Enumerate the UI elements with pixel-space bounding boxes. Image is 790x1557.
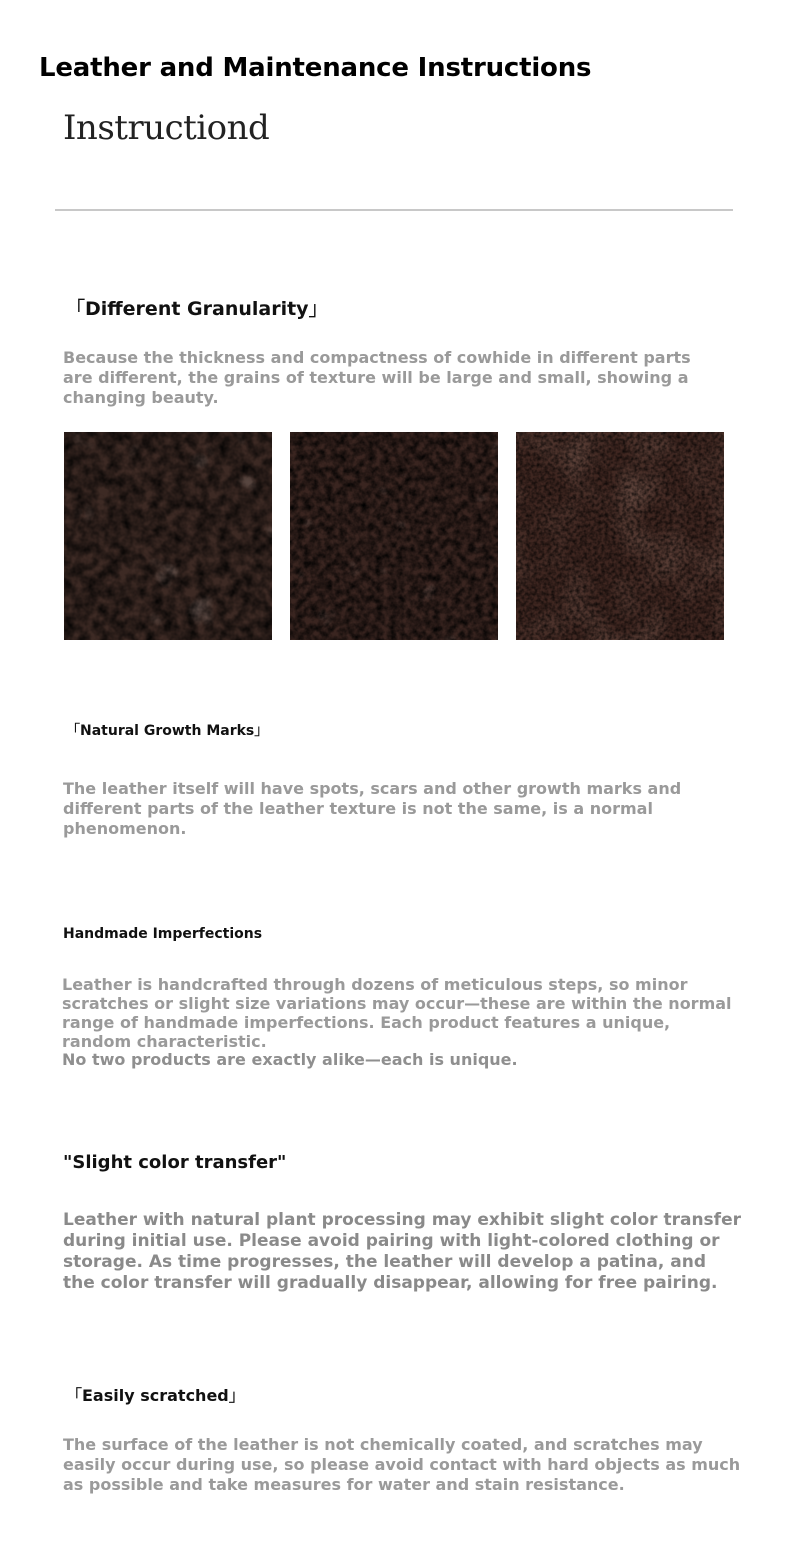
page-subtitle: Instructiond (63, 108, 270, 148)
leather-swatch-fine-grain (516, 432, 724, 640)
leather-texture-image (290, 432, 498, 640)
title-divider (55, 209, 733, 211)
color-transfer-text: Leather with natural plant processing may exhibit slight color transfer during initial use. Please avoid pairing with light-colored clothing or storage. As time progresses, the leather will develop a patina, and the color transfer will gradually disappear, allowing for free pairing. (63, 1210, 741, 1293)
page-title: Leather and Maintenance Instructions (39, 53, 592, 83)
handmade-text: Leather is handcrafted through dozens of meticulous steps, so minor scratches or slight size variations may occur—these are within the normal range of handmade imperfections. Each product features a unique, random characteristic. (62, 975, 732, 1051)
handmade-heading: Handmade Imperfections (63, 926, 263, 942)
handmade-unique-note: No two products are exactly alike—each is unique. (62, 1050, 518, 1069)
scratched-heading: 「Easily scratched」 (66, 1386, 245, 1405)
granularity-text: Because the thickness and compactness of cowhide in different parts are different, the grains of texture will be large and small, showing a changing beauty. (63, 348, 691, 407)
leather-texture-image (64, 432, 272, 640)
leather-swatch-large-grain (64, 432, 272, 640)
natural-marks-heading: 「Natural Growth Marks」 (66, 723, 269, 739)
scratched-text: The surface of the leather is not chemically coated, and scratches may easily occur during use, so please avoid contact with hard objects as much as possible and take measures for water and stain resistance. (63, 1435, 741, 1494)
color-transfer-heading: "Slight color transfer" (63, 1152, 287, 1173)
leather-texture-image (516, 432, 724, 640)
leather-swatch-medium-grain (290, 432, 498, 640)
natural-marks-text: The leather itself will have spots, scars and other growth marks and different parts of the leather texture is not the same, is a normal phenomenon. (63, 779, 682, 838)
granularity-heading: 「Different Granularity」 (66, 298, 328, 320)
